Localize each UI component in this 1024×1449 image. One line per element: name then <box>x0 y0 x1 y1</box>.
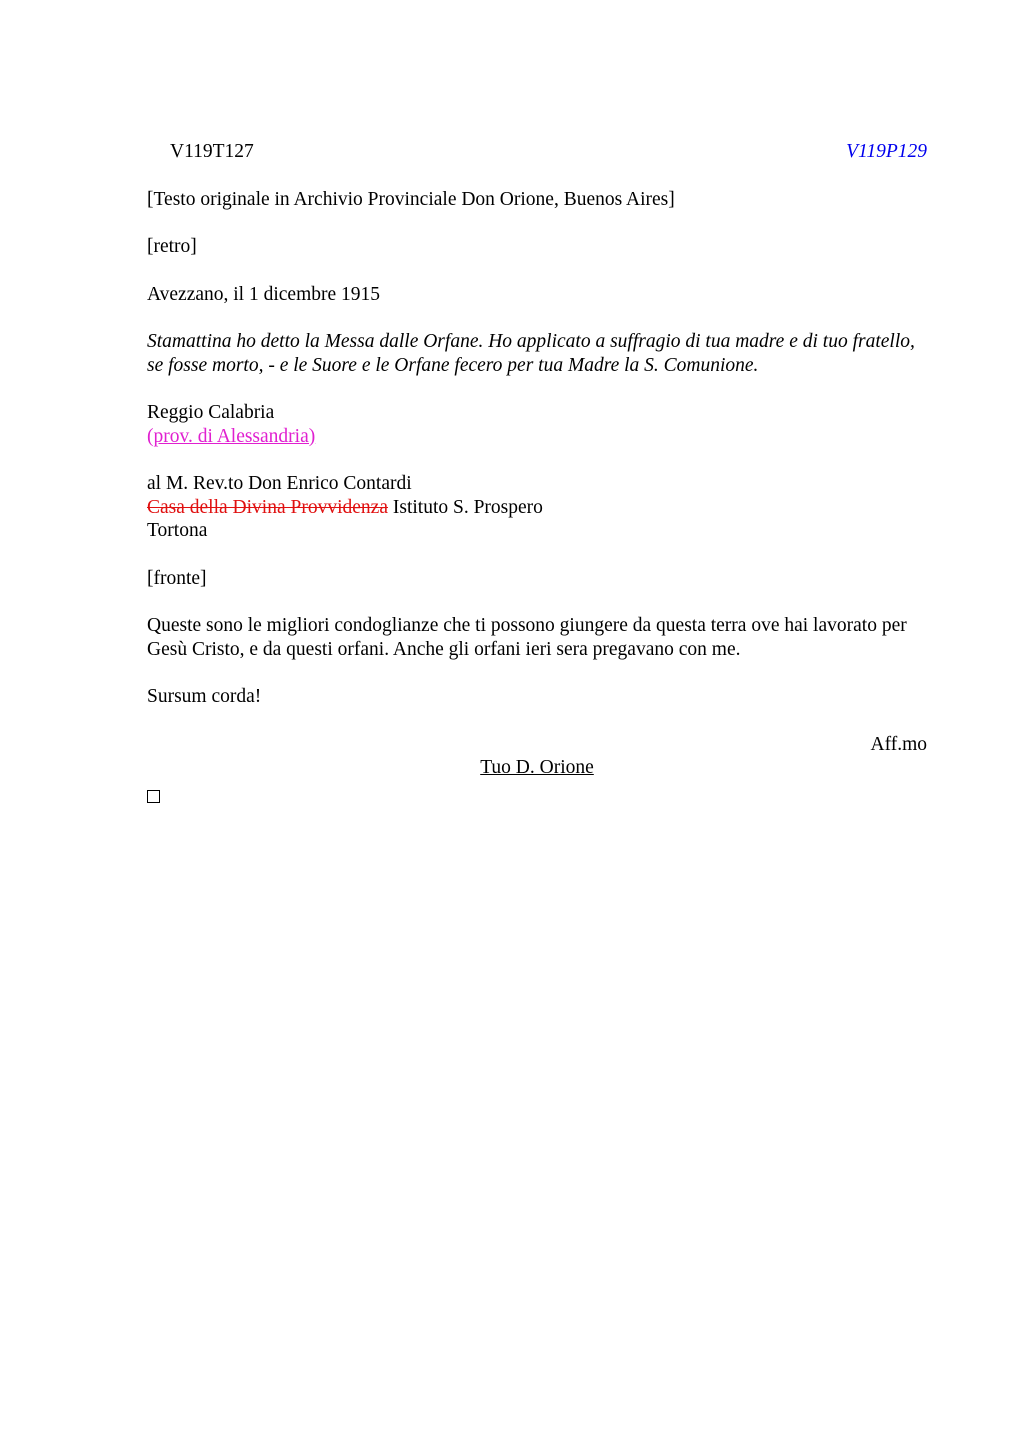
page-code: V119P129 <box>846 141 927 162</box>
retro-text: Stamattina ho detto la Messa dalle Orfane. Ho applicato a suffragio di tua madre e di tuo fratello, se fosse morto, - e le Suore e le Orfane fecero per tua Madre la S. Comunione. <box>147 331 915 376</box>
signature-line <box>147 756 927 780</box>
retro-label: [retro] <box>147 236 197 257</box>
archive-note: [Testo originale in Archivio Provinciale Don Orione, Buenos Aires] <box>147 188 675 210</box>
address-line-city: Reggio Calabria <box>147 402 275 423</box>
signature-affmo: Aff.mo <box>870 733 927 755</box>
checkbox-square-icon <box>147 790 160 803</box>
fronte-text: Queste sono le migliori condoglianze che ti possono giungere da questa terra ove hai lavorato per Gesù Cristo, e da questi orfani. Anche gli orfani ieri sera pregavano con me. <box>147 615 907 660</box>
struck-institution: Casa della Divina Provvidenza <box>147 496 388 518</box>
signature-name: Tuo D. Orione <box>480 757 594 778</box>
header-row <box>147 140 927 164</box>
document-code: V119T127 <box>170 141 254 162</box>
place-date: Avezzano, il 1 dicembre 1915 <box>147 283 381 305</box>
fronte-label: [fronte] <box>147 567 207 589</box>
recipient-city: Tortona <box>147 520 208 541</box>
recipient-institution <box>147 496 927 520</box>
closing-phrase: Sursum corda! <box>147 686 262 707</box>
document-page <box>147 140 927 803</box>
recipient-block <box>147 472 927 543</box>
address-line-province: (prov. di Alessandria) <box>147 425 316 447</box>
address-block <box>147 401 927 448</box>
replacement-institution: Istituto S. Prospero <box>392 496 543 518</box>
recipient-name: al M. Rev.to Don Enrico Contardi <box>147 473 412 494</box>
